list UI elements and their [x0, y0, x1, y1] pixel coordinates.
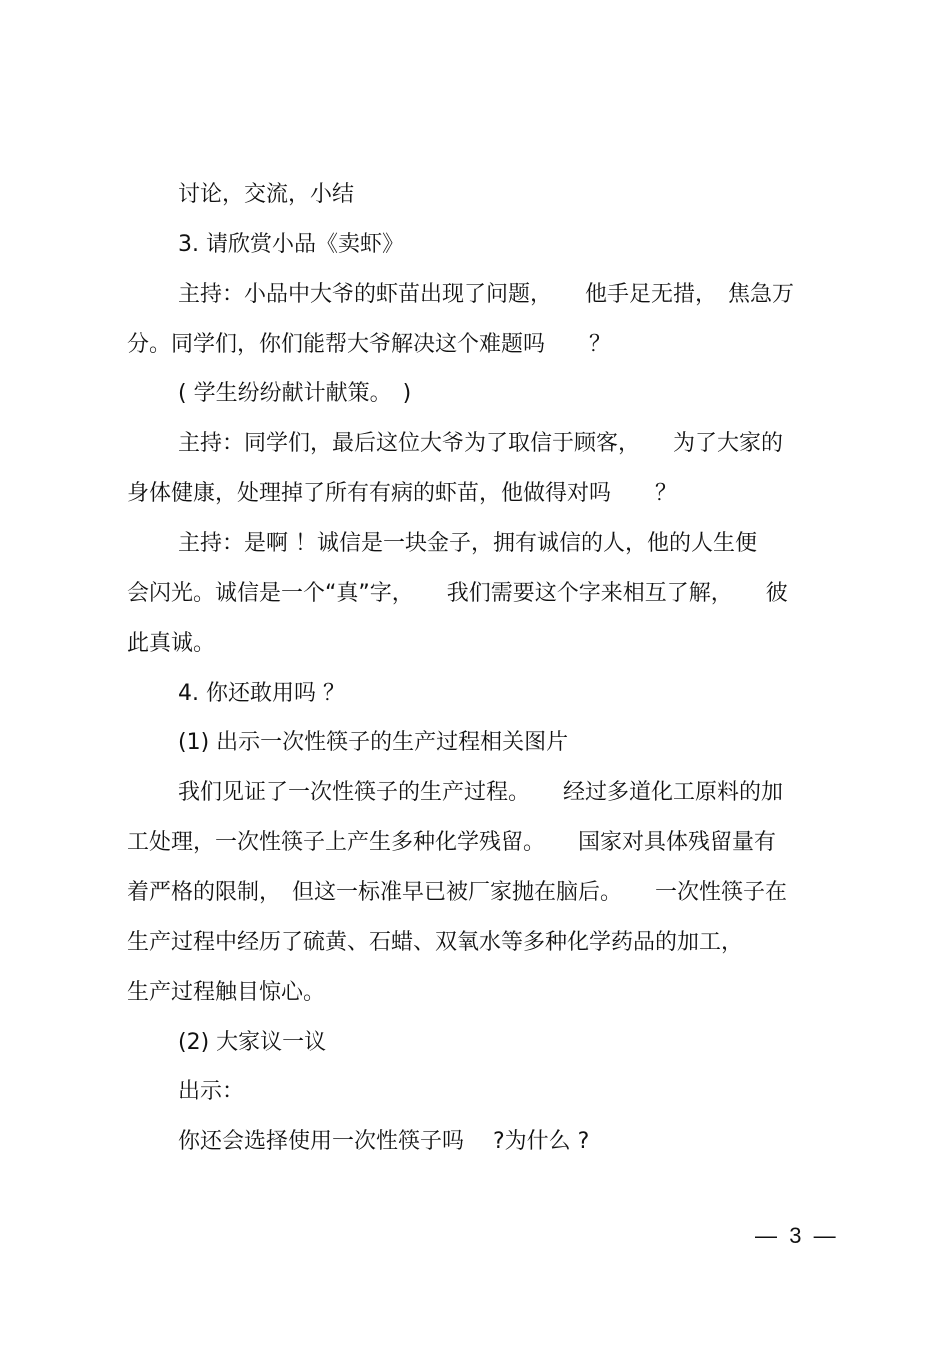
paragraph-line: 你还会选择使用一次性筷子吗 ?为什么 ?: [178, 1129, 590, 1154]
paragraph-line: 主持：同学们，最后这位大爷为了取信于顾客， 为了大家的: [178, 431, 784, 456]
paragraph-line: 着严格的限制， 但这一标准早已被厂家抛在脑后。 一次性筷子在: [127, 880, 788, 905]
paragraph-line: 身体健康，处理掉了所有有病的虾苗，他做得对吗 ？: [127, 481, 678, 506]
paragraph-line: 会闪光。诚信是一个“真”字， 我们需要这个字来相互了解， 彼: [127, 581, 788, 606]
paragraph-line: 分。同学们，你们能帮大爷解决这个难题吗 ？: [127, 332, 612, 357]
paragraph-line: 工处理，一次性筷子上产生多种化学残留。 国家对具体残留量有: [127, 830, 777, 855]
paragraph-line: 主持：小品中大爷的虾苗出现了问题， 他手足无措， 焦急万: [178, 282, 795, 307]
paragraph-line: 主持：是啊 ！诚信是一块金子，拥有诚信的人，他的人生便: [178, 531, 757, 556]
subsection-heading: (2) 大家议一议: [178, 1030, 327, 1055]
paragraph-line: 讨论，交流，小结: [178, 182, 355, 207]
paragraph-line: ( 学生纷纷献计献策。 ): [178, 381, 412, 406]
section-heading: 4. 你还敢用吗 ？: [178, 681, 345, 706]
paragraph-line: 我们见证了一次性筷子的生产过程。 经过多道化工原料的加: [178, 780, 784, 805]
page-number: — 3 —: [755, 1223, 836, 1248]
paragraph-line: 此真诚。: [127, 631, 216, 656]
section-heading: 3. 请欣赏小品《卖虾》: [178, 232, 404, 257]
paragraph-line: 生产过程触目惊心。: [127, 980, 326, 1005]
paragraph-line: 生产过程中经历了硫黄、石蜡、双氧水等多种化学药品的加工，: [127, 930, 744, 955]
paragraph-line: 出示：: [178, 1079, 245, 1104]
subsection-heading: (1) 出示一次性筷子的生产过程相关图片: [178, 730, 569, 755]
